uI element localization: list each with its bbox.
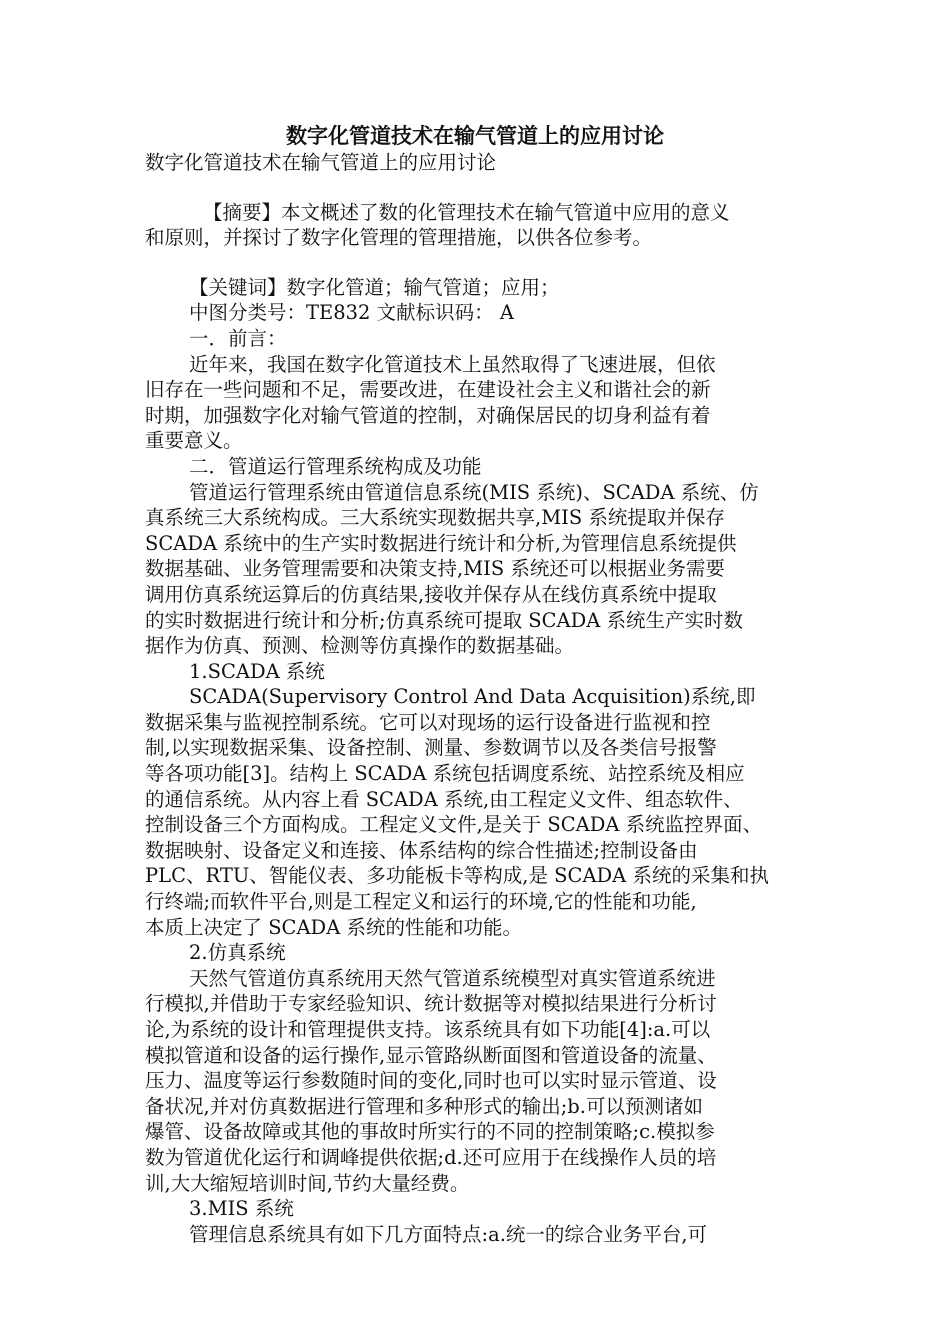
paragraph-line: 旧存在一些问题和不足，需要改进，在建设社会主义和谐社会的新 (145, 378, 711, 402)
paragraph-line: 真系统三大系统构成。三大系统实现数据共享,MIS 系统提取并保存 (145, 506, 725, 530)
paragraph-line: 管道运行管理系统由管道信息系统(MIS 系统)、SCADA 系统、仿 (189, 480, 759, 504)
paragraph-line: 调用仿真系统运算后的仿真结果,接收并保存从在线仿真系统中提取 (145, 582, 717, 606)
paragraph-line: 数据基础、业务管理需要和决策支持,MIS 系统还可以根据业务需要 (145, 557, 725, 581)
keywords: 【关键词】数字化管道；输气管道；应用； (189, 275, 560, 299)
paragraph-line: 制,以实现数据采集、设备控制、测量、参数调节以及各类信号报警 (145, 736, 717, 760)
paragraph-line: 数据采集与监视控制系统。它可以对现场的运行设备进行监视和控 (145, 710, 711, 734)
section-heading: 二．管道运行管理系统构成及功能 (189, 454, 482, 478)
blank-line (145, 251, 820, 275)
subsection-heading: 2.仿真系统 (189, 941, 286, 965)
paragraph-line: 重要意义。 (145, 429, 243, 453)
paragraph-line: 论,为系统的设计和管理提供支持。该系统具有如下功能[4]:a.可以 (145, 1018, 711, 1041)
paragraph-line: 本质上决定了 SCADA 系统的性能和功能。 (145, 915, 522, 939)
document-title: 数字化管道技术在输气管道上的应用讨论 (286, 124, 664, 148)
classification: 中图分类号：TE832 文献标识码： A (189, 301, 514, 325)
paragraph-line: 行终端;而软件平台,则是工程定义和运行的环境,它的性能和功能, (145, 890, 697, 914)
paragraph-line: 控制设备三个方面构成。工程定义文件,是关于 SCADA 系统监控界面、 (145, 813, 763, 837)
paragraph-line: 等各项功能[3]。结构上 SCADA 系统包括调度系统、站控系统及相应 (145, 762, 745, 786)
section-heading: 一．前言： (189, 326, 287, 350)
paragraph-line: 数据映射、设备定义和连接、体系结构的综合性描述;控制设备由 (145, 838, 698, 862)
paragraph-line: 管理信息系统具有如下几方面特点:a.统一的综合业务平台,可 (189, 1222, 708, 1246)
paragraph-line: PLC、RTU、智能仪表、多功能板卡等构成,是 SCADA 系统的采集和执 (145, 864, 769, 888)
paragraph-line: 时期，加强数字化对输气管道的控制，对确保居民的切身利益有着 (145, 403, 711, 427)
document-body (145, 150, 820, 1247)
paragraph-line: 行模拟,并借助于专家经验知识、统计数据等对模拟结果进行分析讨 (145, 992, 717, 1016)
subsection-heading: 1.SCADA 系统 (189, 659, 325, 683)
paragraph-line: SCADA(Supervisory Control And Data Acquisition)系统,即 (189, 685, 756, 709)
paragraph-line: 模拟管道和设备的运行操作,显示管路纵断面图和管道设备的流量、 (145, 1043, 717, 1067)
paragraph-line: 压力、温度等运行参数随时间的变化,同时也可以实时显示管道、设 (145, 1069, 717, 1093)
blank-line (145, 176, 820, 200)
abstract-line: 和原则，并探讨了数字化管理的管理措施，以供各位参考。 (145, 226, 653, 250)
subsection-heading: 3.MIS 系统 (189, 1197, 294, 1221)
document-subtitle: 数字化管道技术在输气管道上的应用讨论 (145, 151, 497, 174)
paragraph-line: 天然气管道仿真系统用天然气管道系统模型对真实管道系统进 (189, 966, 716, 990)
paragraph-line: SCADA 系统中的生产实时数据进行统计和分析,为管理信息系统提供 (145, 531, 737, 555)
paragraph-line: 爆管、设备故障或其他的事故时所实行的不同的控制策略;c.模拟参 (145, 1120, 715, 1144)
paragraph-line: 据作为仿真、预测、检测等仿真操作的数据基础。 (145, 634, 575, 658)
paragraph-line: 的通信系统。从内容上看 SCADA 系统,由工程定义文件、组态软件、 (145, 787, 743, 811)
paragraph-line: 训,大大缩短培训时间,节约大量经费。 (145, 1171, 470, 1195)
paragraph-line: 的实时数据进行统计和分析;仿真系统可提取 SCADA 系统生产实时数 (145, 608, 744, 632)
paragraph-line: 备状况,并对仿真数据进行管理和多种形式的输出;b.可以预测诸如 (145, 1094, 703, 1118)
paragraph-line: 近年来，我国在数字化管道技术上虽然取得了飞速进展，但依 (189, 352, 716, 376)
abstract-line: 【摘要】本文概述了数的化管理技术在输气管道中应用的意义 (203, 200, 730, 224)
paragraph-line: 数为管道优化运行和调峰提供依据;d.还可应用于在线操作人员的培 (145, 1145, 717, 1169)
